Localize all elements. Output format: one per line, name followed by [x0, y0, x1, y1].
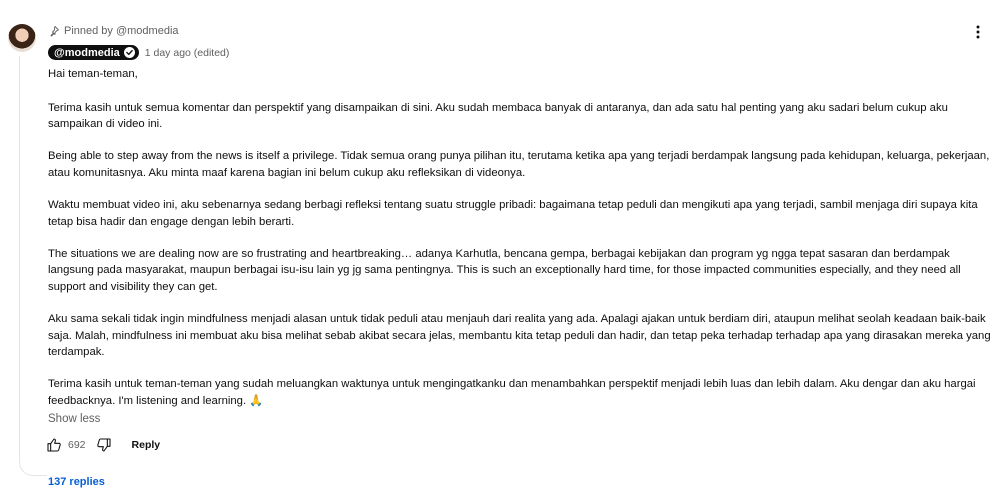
check-icon	[124, 47, 135, 58]
more-vert-icon	[970, 24, 986, 40]
comment-meta	[48, 45, 229, 60]
like-button[interactable]	[46, 437, 62, 453]
comment-paragraph: Hai teman-teman,	[48, 68, 138, 80]
comment-paragraph: Terima kasih untuk teman-teman yang sudah meluangkan waktunya untuk mengingatkanku dan menambahkan perspektif menjadi lebih luas dan lebih dalam. Aku dengar dan aku hargai feedbacknya. I'm listening and learning. 🙏	[48, 378, 976, 407]
pinned-label: Pinned by @modmedia	[64, 25, 179, 37]
comment-text	[48, 66, 996, 425]
dislike-button[interactable]	[96, 437, 112, 453]
reply-button[interactable]: Reply	[131, 439, 161, 451]
comment-paragraph: The situations we are dealing now are so frustrating and heartbreaking… adanya Karhutla, bencana gempa, berbagai kebijakan dan program yg ngga tepat sasaran dan berdampak langsung pada masyarakat, maupun berbagai isu-isu lain yg jg sama pentingnya. This is such an exceptionally hard time, for those impacted communities especially, and they need all support and visibility they can get.	[48, 247, 961, 293]
thumb-down-icon	[96, 437, 112, 453]
comment-actions	[46, 436, 160, 454]
thread-connector-line	[19, 56, 47, 476]
more-actions-button[interactable]	[968, 22, 988, 42]
comment-paragraph: Terima kasih untuk semua komentar dan perspektif yang disampaikan di sini. Aku sudah membaca banyak di antaranya, dan ada satu hal penting yang aku sadari belum cukup aku sampaikan di video ini.	[48, 101, 948, 131]
author-avatar[interactable]	[8, 24, 36, 52]
pinned-indicator	[48, 24, 179, 38]
pin-icon	[48, 25, 60, 37]
author-name[interactable]: @modmedia	[54, 46, 120, 59]
author-name-chip[interactable]	[48, 45, 139, 60]
comment-paragraph: Aku sama sekali tidak ingin mindfulness menjadi alasan untuk tidak peduli atau menjauh dari realita yang ada. Apalagi ajakan untuk berdiam diri, ataupun melihat seolah keadaan baik-baik saja. Malah, mindfulness ini membuat aku bisa melihat sebab akibat secara jelas, membantu kita tetap peduli dan hadir, dan tetap peka terhadap terhadap apa yang dirasakan mereka yang terdampak.	[48, 312, 991, 359]
comment-paragraph: Waktu membuat video ini, aku sebenarnya sedang berbagi refleksi tentang suatu struggle pribadi: bagaimana tetap peduli dan mengikuti apa yang terjadi, sambil menjaga diri supaya kita tetap bisa hadir dan engage dengan lebih berarti.	[48, 198, 978, 228]
like-count: 692	[68, 439, 86, 451]
comment-timestamp[interactable]: 1 day ago (edited)	[144, 46, 230, 59]
show-less-button[interactable]: Show less	[48, 413, 101, 425]
view-replies-button[interactable]: 137 replies	[48, 476, 105, 488]
comment-paragraph: Being able to step away from the news is itself a privilege. Tidak semua orang punya pilihan itu, terutama ketika apa yang terjadi berdampak langsung pada kehidupan, keluarga, pekerjaan, atau komunitasnya. Aku minta maaf karena bagian ini belum cukup aku refleksikan di videonya.	[48, 150, 990, 179]
thumb-up-icon	[46, 437, 62, 453]
